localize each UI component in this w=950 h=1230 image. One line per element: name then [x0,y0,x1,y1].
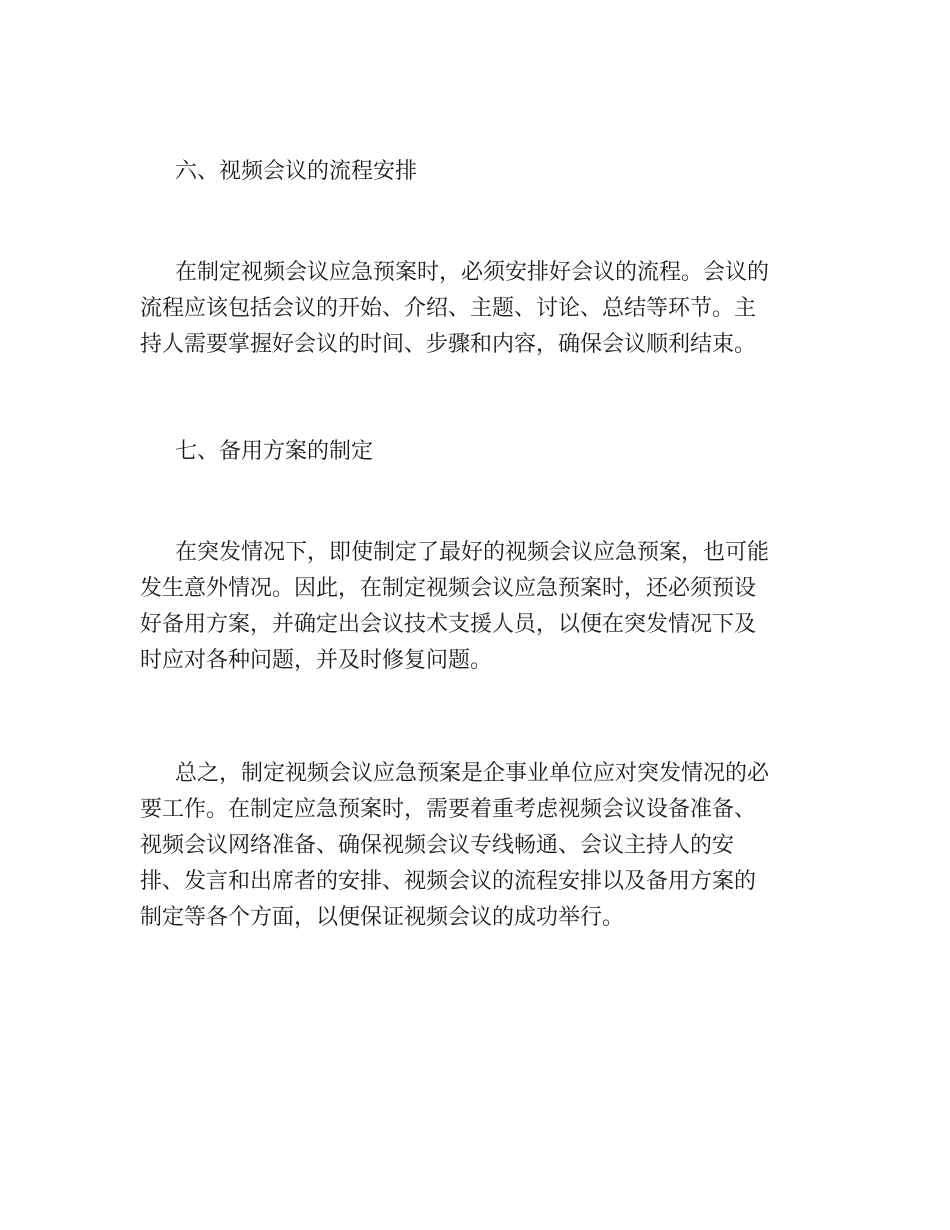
paragraph-line: 要工作。在制定应急预案时，需要着重考虑视频会议设备准备、 [140,797,757,822]
paragraph-line: 总之，制定视频会议应急预案是企事业单位应对突发情况的必 [175,761,770,786]
paragraph-backup [140,535,810,679]
paragraph-line: 在制定视频会议应急预案时，必须安排好会议的流程。会议的 [175,260,770,285]
section-heading-backup: 七、备用方案的制定 [175,439,374,464]
paragraph-line: 持人需要掌握好会议的时间、步骤和内容，确保会议顺利结束。 [140,332,757,357]
paragraph-line: 排、发言和出席者的安排、视频会议的流程安排以及备用方案的 [140,869,757,894]
paragraph-line: 在突发情况下，即使制定了最好的视频会议应急预案，也可能 [175,540,770,565]
paragraph-line: 制定等各个方面，以便保证视频会议的成功举行。 [140,905,625,930]
paragraph-conclusion [140,756,810,936]
paragraph-line: 流程应该包括会议的开始、介绍、主题、讨论、总结等环节。主 [140,296,757,321]
paragraph-line: 好备用方案，并确定出会议技术支援人员，以便在突发情况下及 [140,612,757,637]
paragraph-process [140,255,810,363]
paragraph-line: 时应对各种问题，并及时修复问题。 [140,648,493,673]
paragraph-line: 视频会议网络准备、确保视频会议专线畅通、会议主持人的安 [140,833,735,858]
paragraph-line: 发生意外情况。因此，在制定视频会议应急预案时，还必须预设 [140,576,757,601]
section-heading-process: 六、视频会议的流程安排 [175,159,418,184]
